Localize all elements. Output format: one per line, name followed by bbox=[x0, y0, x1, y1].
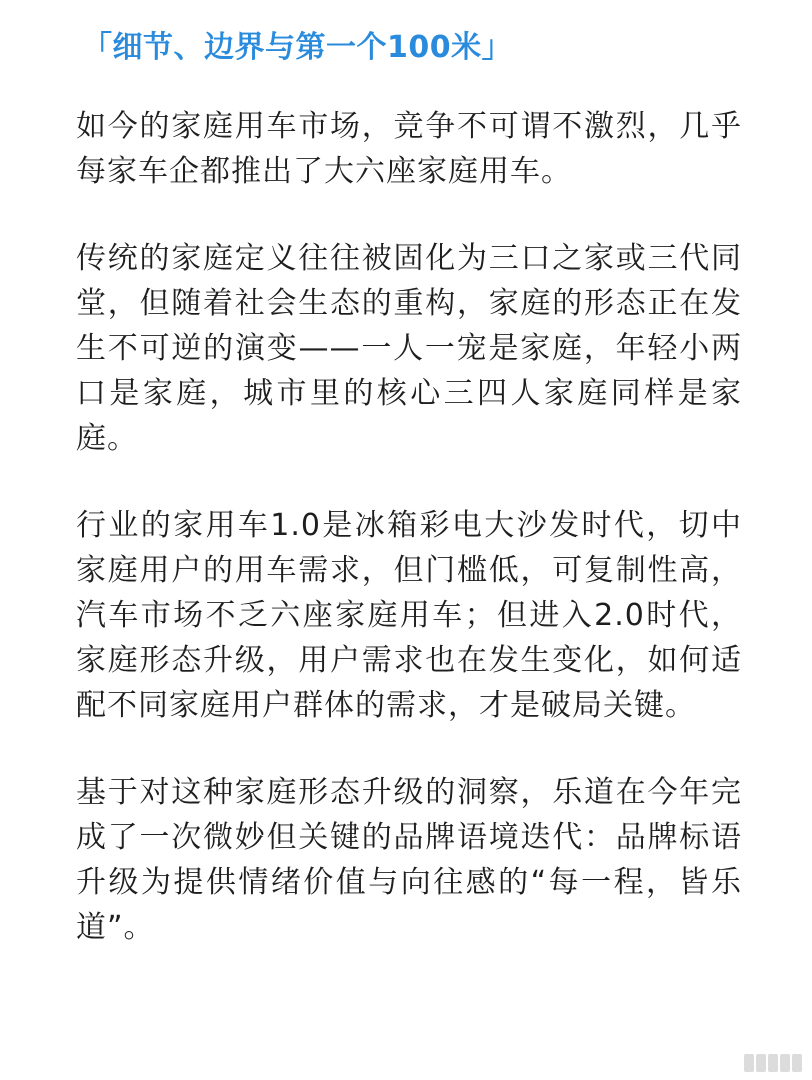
paragraph-3: 行业的家用车1.0是冰箱彩电大沙发时代，切中家庭用户的用车需求，但门槛低，可复制性高，汽车市场不乏六座家庭用车；但进入2.0时代，家庭形态升级，用户需求也在发生变化，如何适配不同家庭用户群体的需求，才是破局关键。 bbox=[76, 508, 742, 723]
paragraph-4: 基于对这种家庭形态升级的洞察，乐道在今年完成了一次微妙但关键的品牌语境迭代：品牌标语升级为提供情绪价值与向往感的“每一程，皆乐道”。 bbox=[76, 775, 742, 945]
section-heading: 「细节、边界与第一个100米」 bbox=[82, 30, 513, 65]
paragraph-1: 如今的家庭用车市场，竞争不可谓不激烈，几乎每家车企都推出了大六座家庭用车。 bbox=[76, 109, 742, 189]
watermark-icon bbox=[744, 1054, 802, 1072]
paragraph-2: 传统的家庭定义往往被固化为三口之家或三代同堂，但随着社会生态的重构，家庭的形态正在发生不可逆的演变——一人一宠是家庭，年轻小两口是家庭，城市里的核心三四人家庭同样是家庭。 bbox=[76, 241, 742, 456]
